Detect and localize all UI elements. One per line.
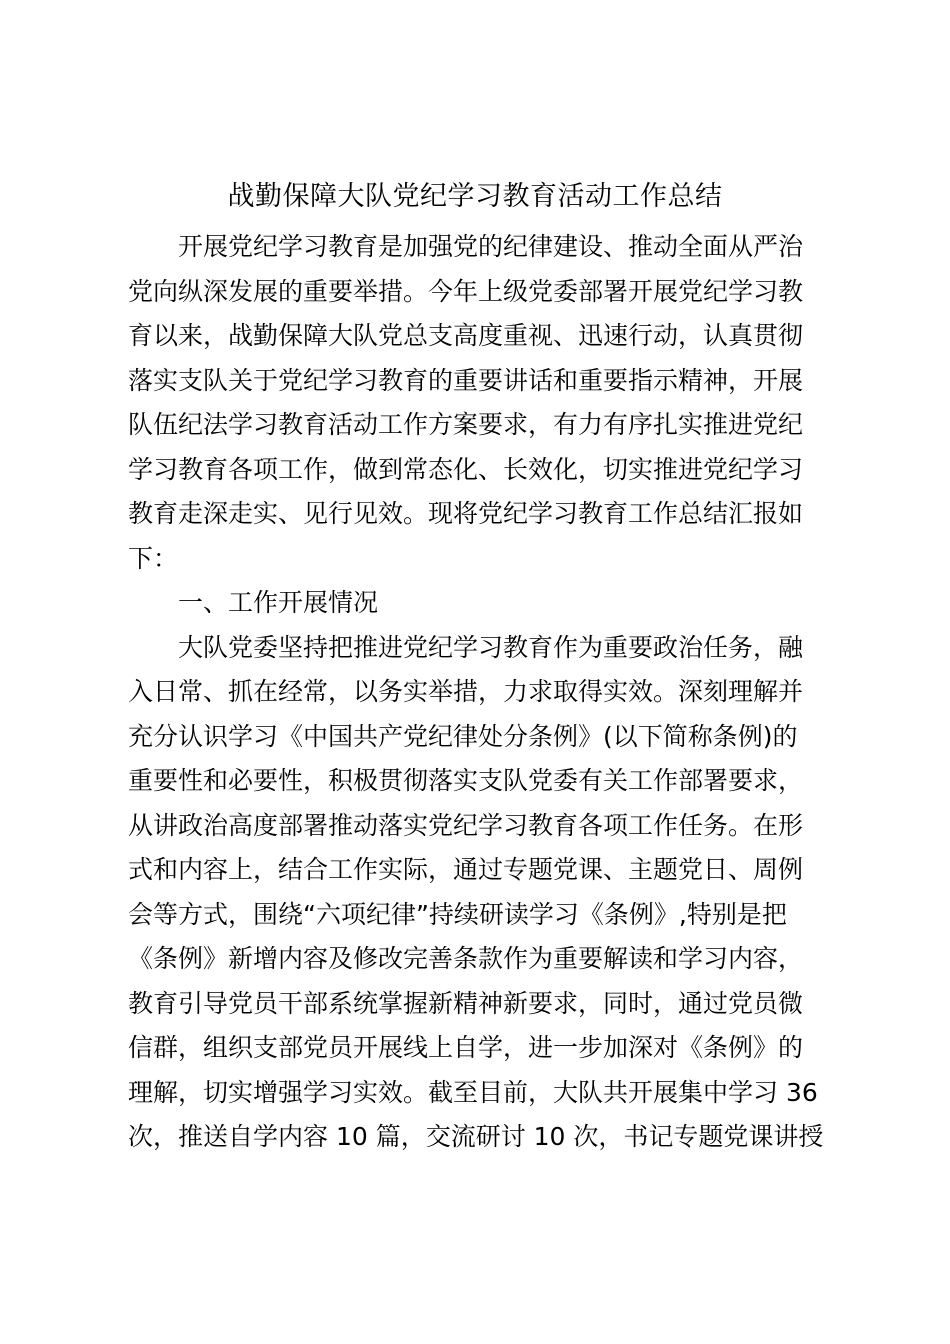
- text-line: 从讲政治高度部署推动落实党纪学习教育各项工作任务。在形: [128, 810, 804, 840]
- text-line: 式和内容上，结合工作实际，通过专题党课、主题党日、周例: [128, 855, 804, 884]
- text-line: 下：: [128, 543, 179, 573]
- paragraph-section-1: [128, 626, 848, 1160]
- text-line: 《条例》新增内容及修改完善条款作为重要解读和学习内容，: [128, 944, 804, 973]
- paragraph-intro: [128, 225, 848, 581]
- text-line: 落实支队关于党纪学习教育的重要讲话和重要指示精神，开展: [128, 365, 804, 395]
- text-line: 理解，切实增强学习实效。截至目前，大队共开展集中学习 36: [128, 1077, 818, 1107]
- text-line: 教育走深走实、见行见效。现将党纪学习教育工作总结汇报如: [128, 499, 804, 528]
- document-body: [128, 225, 848, 1160]
- text-line: 开展党纪学习教育是加强党的纪律建设、推动全面从严治: [178, 232, 804, 261]
- section-heading: [128, 581, 848, 626]
- text-line: 信群，组织支部党员开展线上自学，进一步加深对《条例》的: [128, 1033, 804, 1062]
- text-line: 次，推送自学内容 10 篇，交流研讨 10 次，书记专题党课讲授: [128, 1122, 824, 1151]
- heading-line: 一、工作开展情况: [178, 588, 379, 617]
- text-line: 学习教育各项工作，做到常态化、长效化，切实推进党纪学习: [128, 454, 804, 484]
- document-title: 战勤保障大队党纪学习教育活动工作总结: [227, 181, 723, 212]
- text-line: 教育引导党员干部系统掌握新精神新要求，同时，通过党员微: [128, 988, 804, 1018]
- text-line: 党向纵深发展的重要举措。今年上级党委部署开展党纪学习教: [128, 276, 804, 306]
- text-line: 充分认识学习《中国共产党纪律处分条例》(以下简称条例)的: [128, 721, 798, 751]
- text-line: 大队党委坚持把推进党纪学习教育作为重要政治任务，融: [178, 632, 804, 662]
- text-line: 重要性和必要性，积极贯彻落实支队党委有关工作部署要求，: [128, 766, 804, 795]
- text-line: 入日常、抓在经常，以务实举措，力求取得实效。深刻理解并: [128, 677, 804, 706]
- text-line: 会等方式，围绕“六项纪律”持续研读学习《条例》,特别是把: [128, 899, 787, 929]
- text-line: 队伍纪法学习教育活动工作方案要求，有力有序扎实推进党纪: [128, 410, 804, 439]
- text-line: 育以来，战勤保障大队党总支高度重视、迅速行动，认真贯彻: [128, 321, 804, 350]
